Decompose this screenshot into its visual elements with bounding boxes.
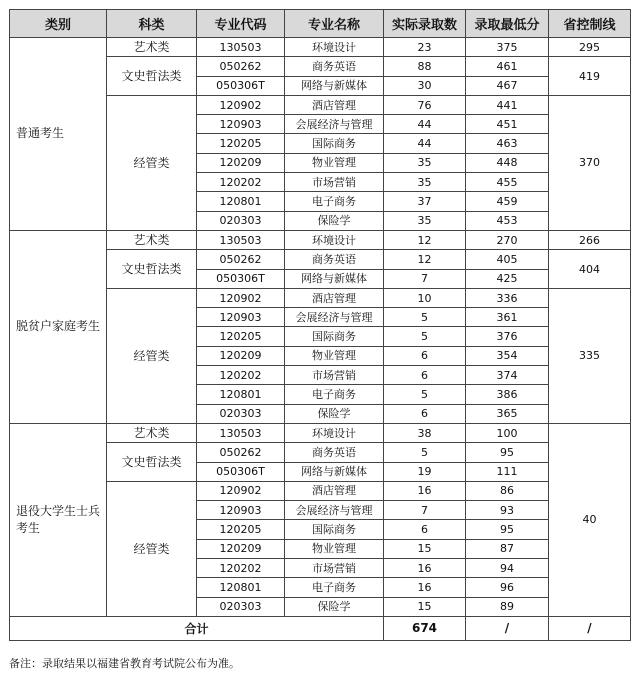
admitted-count-cell: 6 bbox=[384, 404, 466, 423]
major-name-cell: 国际商务 bbox=[285, 134, 384, 153]
admitted-count-cell: 7 bbox=[384, 501, 466, 520]
admitted-count-cell: 44 bbox=[384, 134, 466, 153]
table-row bbox=[10, 423, 631, 442]
major-code-cell: 120903 bbox=[197, 115, 285, 134]
major-name-cell: 网络与新媒体 bbox=[285, 462, 384, 481]
major-name-cell: 电子商务 bbox=[285, 192, 384, 211]
major-name-cell: 酒店管理 bbox=[285, 481, 384, 500]
subject-cell: 文史哲法类 bbox=[107, 250, 197, 289]
major-name-cell: 物业管理 bbox=[285, 539, 384, 558]
major-code-cell: 120903 bbox=[197, 308, 285, 327]
major-name-cell: 保险学 bbox=[285, 597, 384, 616]
admitted-count-cell: 23 bbox=[384, 38, 466, 57]
major-name-cell: 国际商务 bbox=[285, 327, 384, 346]
major-name-cell: 网络与新媒体 bbox=[285, 76, 384, 95]
control-line-cell: 404 bbox=[549, 250, 631, 289]
min-score-cell: 461 bbox=[466, 57, 549, 76]
major-code-cell: 120902 bbox=[197, 288, 285, 307]
min-score-cell: 425 bbox=[466, 269, 549, 288]
min-score-cell: 386 bbox=[466, 385, 549, 404]
major-name-cell: 会展经济与管理 bbox=[285, 115, 384, 134]
major-name-cell: 商务英语 bbox=[285, 250, 384, 269]
admitted-count-cell: 35 bbox=[384, 211, 466, 230]
admission-table bbox=[9, 9, 631, 641]
footnote: 备注：录取结果以福建省教育考试院公布为准。 bbox=[9, 657, 240, 670]
min-score-cell: 453 bbox=[466, 211, 549, 230]
header-major-name: 专业名称 bbox=[285, 10, 384, 38]
major-code-cell: 120209 bbox=[197, 346, 285, 365]
admitted-count-cell: 30 bbox=[384, 76, 466, 95]
major-code-cell: 120205 bbox=[197, 327, 285, 346]
admitted-count-cell: 19 bbox=[384, 462, 466, 481]
total-row bbox=[10, 616, 631, 640]
min-score-cell: 361 bbox=[466, 308, 549, 327]
total-label: 合计 bbox=[10, 616, 384, 640]
control-line-cell: 335 bbox=[549, 288, 631, 423]
header-category: 类别 bbox=[10, 10, 107, 38]
major-name-cell: 物业管理 bbox=[285, 153, 384, 172]
total-min: / bbox=[466, 616, 549, 640]
major-code-cell: 050306T bbox=[197, 269, 285, 288]
admitted-count-cell: 16 bbox=[384, 481, 466, 500]
major-name-cell: 环境设计 bbox=[285, 38, 384, 57]
major-code-cell: 120902 bbox=[197, 95, 285, 114]
header-subject: 科类 bbox=[107, 10, 197, 38]
admitted-count-cell: 44 bbox=[384, 115, 466, 134]
major-name-cell: 环境设计 bbox=[285, 423, 384, 442]
min-score-cell: 455 bbox=[466, 173, 549, 192]
admitted-count-cell: 35 bbox=[384, 153, 466, 172]
major-code-cell: 120202 bbox=[197, 366, 285, 385]
total-count: 674 bbox=[384, 616, 466, 640]
major-name-cell: 会展经济与管理 bbox=[285, 308, 384, 327]
min-score-cell: 441 bbox=[466, 95, 549, 114]
min-score-cell: 463 bbox=[466, 134, 549, 153]
major-code-cell: 050262 bbox=[197, 250, 285, 269]
min-score-cell: 405 bbox=[466, 250, 549, 269]
major-name-cell: 酒店管理 bbox=[285, 288, 384, 307]
header-row bbox=[10, 10, 631, 38]
min-score-cell: 459 bbox=[466, 192, 549, 211]
min-score-cell: 451 bbox=[466, 115, 549, 134]
major-code-cell: 120801 bbox=[197, 192, 285, 211]
major-code-cell: 050306T bbox=[197, 462, 285, 481]
subject-cell: 经管类 bbox=[107, 481, 197, 616]
major-name-cell: 环境设计 bbox=[285, 230, 384, 249]
major-code-cell: 120205 bbox=[197, 134, 285, 153]
major-code-cell: 120801 bbox=[197, 578, 285, 597]
control-line-cell: 40 bbox=[549, 423, 631, 616]
min-score-cell: 94 bbox=[466, 559, 549, 578]
header-control-line: 省控制线 bbox=[549, 10, 631, 38]
major-code-cell: 050262 bbox=[197, 443, 285, 462]
admitted-count-cell: 76 bbox=[384, 95, 466, 114]
major-code-cell: 050306T bbox=[197, 76, 285, 95]
control-line-cell: 295 bbox=[549, 38, 631, 57]
min-score-cell: 375 bbox=[466, 38, 549, 57]
major-code-cell: 020303 bbox=[197, 597, 285, 616]
min-score-cell: 336 bbox=[466, 288, 549, 307]
header-admitted-count: 实际录取数 bbox=[384, 10, 466, 38]
admitted-count-cell: 6 bbox=[384, 520, 466, 539]
major-name-cell: 物业管理 bbox=[285, 346, 384, 365]
admitted-count-cell: 7 bbox=[384, 269, 466, 288]
major-name-cell: 市场营销 bbox=[285, 173, 384, 192]
major-code-cell: 130503 bbox=[197, 230, 285, 249]
admitted-count-cell: 5 bbox=[384, 385, 466, 404]
subject-cell: 艺术类 bbox=[107, 230, 197, 249]
major-name-cell: 电子商务 bbox=[285, 385, 384, 404]
admitted-count-cell: 35 bbox=[384, 173, 466, 192]
major-code-cell: 130503 bbox=[197, 423, 285, 442]
admitted-count-cell: 15 bbox=[384, 597, 466, 616]
admitted-count-cell: 38 bbox=[384, 423, 466, 442]
subject-cell: 经管类 bbox=[107, 288, 197, 423]
table-row bbox=[10, 38, 631, 57]
subject-cell: 文史哲法类 bbox=[107, 443, 197, 482]
control-line-cell: 419 bbox=[549, 57, 631, 96]
table-row bbox=[10, 230, 631, 249]
subject-cell: 文史哲法类 bbox=[107, 57, 197, 96]
major-name-cell: 会展经济与管理 bbox=[285, 501, 384, 520]
min-score-cell: 93 bbox=[466, 501, 549, 520]
min-score-cell: 448 bbox=[466, 153, 549, 172]
major-name-cell: 电子商务 bbox=[285, 578, 384, 597]
major-code-cell: 120209 bbox=[197, 539, 285, 558]
category-cell: 退役大学生士兵考生 bbox=[10, 423, 107, 616]
min-score-cell: 376 bbox=[466, 327, 549, 346]
category-cell: 普通考生 bbox=[10, 38, 107, 231]
min-score-cell: 270 bbox=[466, 230, 549, 249]
admitted-count-cell: 16 bbox=[384, 578, 466, 597]
major-code-cell: 120202 bbox=[197, 173, 285, 192]
admitted-count-cell: 5 bbox=[384, 308, 466, 327]
min-score-cell: 89 bbox=[466, 597, 549, 616]
admitted-count-cell: 10 bbox=[384, 288, 466, 307]
major-code-cell: 130503 bbox=[197, 38, 285, 57]
min-score-cell: 95 bbox=[466, 520, 549, 539]
min-score-cell: 86 bbox=[466, 481, 549, 500]
major-code-cell: 020303 bbox=[197, 211, 285, 230]
major-code-cell: 120205 bbox=[197, 520, 285, 539]
min-score-cell: 111 bbox=[466, 462, 549, 481]
table-body bbox=[10, 38, 631, 617]
major-name-cell: 市场营销 bbox=[285, 366, 384, 385]
header-min-score: 录取最低分 bbox=[466, 10, 549, 38]
admitted-count-cell: 5 bbox=[384, 443, 466, 462]
min-score-cell: 100 bbox=[466, 423, 549, 442]
major-name-cell: 商务英语 bbox=[285, 57, 384, 76]
major-code-cell: 120209 bbox=[197, 153, 285, 172]
min-score-cell: 374 bbox=[466, 366, 549, 385]
major-code-cell: 120902 bbox=[197, 481, 285, 500]
header-major-code: 专业代码 bbox=[197, 10, 285, 38]
admitted-count-cell: 16 bbox=[384, 559, 466, 578]
min-score-cell: 95 bbox=[466, 443, 549, 462]
control-line-cell: 266 bbox=[549, 230, 631, 249]
major-code-cell: 120801 bbox=[197, 385, 285, 404]
major-name-cell: 国际商务 bbox=[285, 520, 384, 539]
total-line: / bbox=[549, 616, 631, 640]
subject-cell: 艺术类 bbox=[107, 423, 197, 442]
major-code-cell: 050262 bbox=[197, 57, 285, 76]
admitted-count-cell: 12 bbox=[384, 230, 466, 249]
major-name-cell: 商务英语 bbox=[285, 443, 384, 462]
min-score-cell: 365 bbox=[466, 404, 549, 423]
major-name-cell: 保险学 bbox=[285, 211, 384, 230]
control-line-cell: 370 bbox=[549, 95, 631, 230]
admitted-count-cell: 6 bbox=[384, 366, 466, 385]
min-score-cell: 467 bbox=[466, 76, 549, 95]
min-score-cell: 96 bbox=[466, 578, 549, 597]
min-score-cell: 354 bbox=[466, 346, 549, 365]
min-score-cell: 87 bbox=[466, 539, 549, 558]
admitted-count-cell: 12 bbox=[384, 250, 466, 269]
admitted-count-cell: 15 bbox=[384, 539, 466, 558]
subject-cell: 经管类 bbox=[107, 95, 197, 230]
category-cell: 脱贫户家庭考生 bbox=[10, 230, 107, 423]
subject-cell: 艺术类 bbox=[107, 38, 197, 57]
major-code-cell: 020303 bbox=[197, 404, 285, 423]
admitted-count-cell: 6 bbox=[384, 346, 466, 365]
major-name-cell: 网络与新媒体 bbox=[285, 269, 384, 288]
major-name-cell: 酒店管理 bbox=[285, 95, 384, 114]
major-code-cell: 120202 bbox=[197, 559, 285, 578]
admitted-count-cell: 5 bbox=[384, 327, 466, 346]
major-code-cell: 120903 bbox=[197, 501, 285, 520]
admitted-count-cell: 37 bbox=[384, 192, 466, 211]
major-name-cell: 保险学 bbox=[285, 404, 384, 423]
major-name-cell: 市场营销 bbox=[285, 559, 384, 578]
admitted-count-cell: 88 bbox=[384, 57, 466, 76]
